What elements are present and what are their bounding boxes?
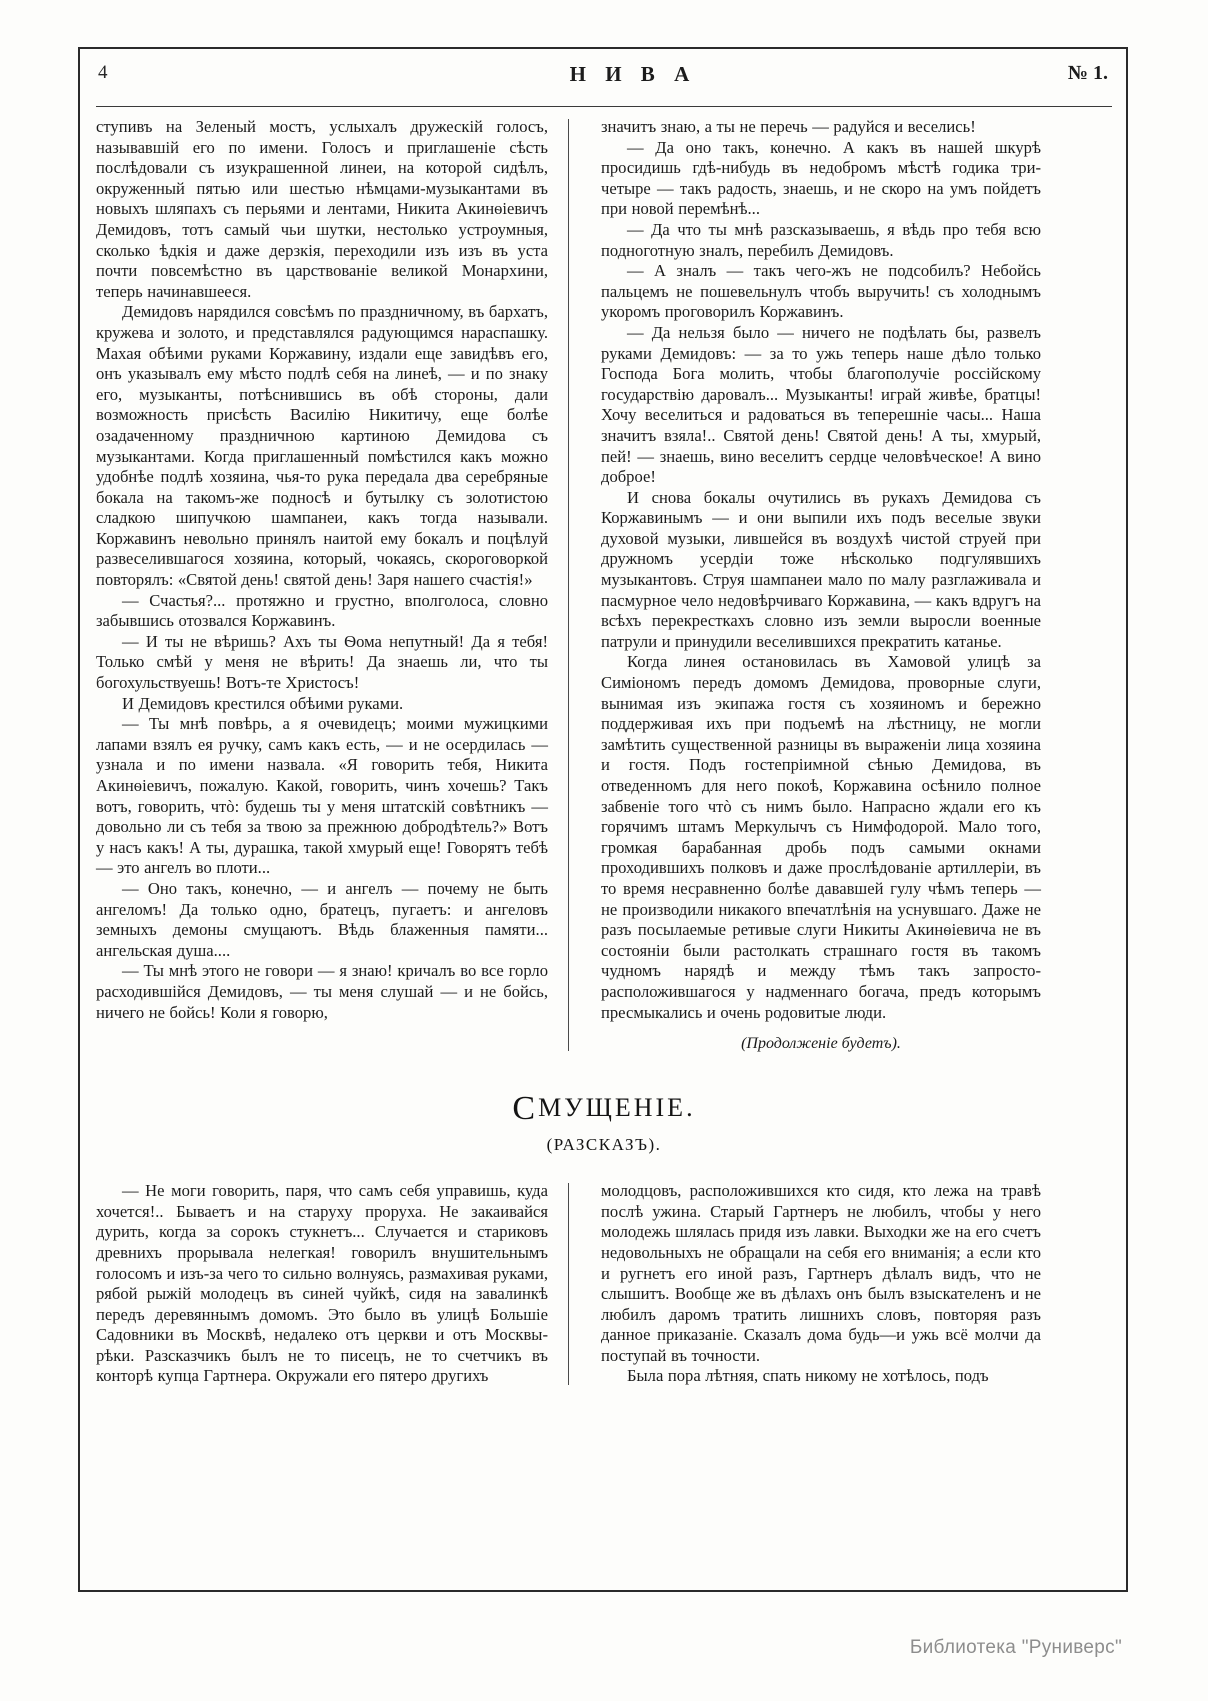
page-number: 4 <box>98 62 108 83</box>
issue-number: № 1. <box>1067 62 1108 84</box>
article-one-right-column <box>569 117 1041 1053</box>
running-head <box>96 62 1112 102</box>
paragraph: ступивъ на Зеленый мостъ, услыхалъ дружескій голосъ, называвшій его по имени. Голосъ и приглашеніе сѣсть послѣдовали съ изукрашенной линеи, на которой сидѣлъ, окруженный пятью или шестью нѣмцами-музыкантами въ новыхъ шляпахъ съ перьями и лентами, Никита Акинѳіевичъ Демидовъ, тотъ самый чьи шутки, нестолько устроумныя, сколько ѣдкія и даже дерзкія, переходили изъ изъ въ уста почти повсемѣстно въ царствованіе великой Монархини, теперь начинавшееся. <box>96 117 548 301</box>
page-content <box>96 62 1112 1578</box>
article-two-right-column <box>569 1181 1041 1387</box>
article-two-columns <box>96 1181 1112 1387</box>
header-rule <box>96 106 1112 107</box>
paragraph: — Оно такъ, конечно, — и ангелъ — почему не быть ангеломъ! Да только одно, братецъ, пугаетъ: и ангеловъ земныхъ демоны смущаютъ. Вѣдь блаженныя памяти... ангельская душа.... <box>96 878 548 960</box>
paragraph: И Демидовъ крестился обѣими руками. <box>122 693 404 713</box>
paragraph: — И ты не вѣришь? Ахъ ты Ѳома непутный! Да я тебя! Только смѣй у меня не вѣрить! Да знаешь ли, что ты богохульствуешь! Вотъ-те Христосъ! <box>96 631 548 693</box>
article-one-left-column <box>96 117 568 1053</box>
library-watermark: Библиотека "Руниверс" <box>909 1637 1122 1658</box>
article-two-title <box>96 1087 1112 1128</box>
paragraph: — Ты мнѣ этого не говори — я знаю! кричалъ во все горло расходившійся Демидовъ, — ты меня слушай — и не бойсь, ничего не бойсь! Коли я говорю, <box>96 961 548 1022</box>
continuation-note: (Продолженіе будетъ). <box>741 1035 901 1053</box>
paragraph: — Да нельзя было — ничего не подѣлать бы, развелъ руками Демидовъ: — за то ужь теперь наше дѣло только Господа Бога молить, чтобы благополучіе россійскому государствію даровалъ... Музыканты! играй живѣе, братцы! Хочу веселиться и радоваться въ теперешніе часы... Наша значитъ взяла!.. Святой день! Святой день! А ты, хмурый, пей! — знаешь, вино веселитъ сердце человѣческое! А вино доброе! <box>601 322 1041 487</box>
article-two-left-column <box>96 1181 568 1387</box>
paragraph: — Да что ты мнѣ разсказываешь, я вѣдь про тебя всю подноготную зналъ, перебилъ Демидовъ. <box>601 219 1041 260</box>
journal-title: Н И В А <box>569 62 697 86</box>
paragraph: — А зналъ — такъ чего-жъ не подсобилъ? Небойсь пальцемъ не пошевельнулъ чтобъ выручить! съ холоднымъ укоромъ проговорилъ Коржавинъ. <box>601 261 1041 322</box>
paragraph: — Да оно такъ, конечно. А какъ въ нашей шкурѣ просидишь гдѣ-нибудь въ недобромъ мѣстѣ годика три-четыре — такъ радость, знаешь, и не скоро на умъ пойдетъ при новой перемѣнѣ... <box>601 137 1041 219</box>
article-two-title-rest: МУЩЕНІЕ. <box>538 1093 696 1123</box>
article-two-heading <box>96 1087 1112 1155</box>
paragraph: — Счастья?... протяжно и грустно, вполголоса, словно забывшись отозвался Коржавинъ. <box>96 590 548 631</box>
article-one-columns <box>96 117 1112 1053</box>
paragraph: значитъ знаю, а ты не перечь — радуйся и веселись! <box>601 117 976 136</box>
paragraph: Была пора лѣтняя, спать никому не хотѣлось, подъ <box>627 1366 989 1386</box>
paragraph: молодцовъ, расположившихся кто сидя, кто лежа на травѣ послѣ ужина. Старый Гартнеръ не любилъ, чтобы у него молодежь шлялась придя изъ лавки. Выходки же на его счетъ недовольныхъ не обращали на себя его вниманія; а если кто и ругнетъ его иной разъ, Гартнеръ дѣлалъ видъ, что не слышитъ. Вообще же въ дѣлахъ онъ былъ взыскателенъ и не любилъ даромъ тратить лишнихъ словъ, повторяя разъ данное приказаніе. Сказалъ дома будь—и ужь всё молчи да поступай въ точности. <box>601 1181 1041 1365</box>
paragraph: — Не моги говорить, паря, что самъ себя управишь, куда хочется!.. Бываетъ и на старуху проруха. Не закаивайся дурить, когда за сорокъ стукнетъ... Случается и стариковъ древнихъ прорывала нелегкая! говорилъ внушительнымъ голосомъ и изъ-за чего то сильно волнуясь, размахивая руками, рябой рыжій молодецъ въ синей чуйкѣ, сидя на завалинкѣ передъ деревяннымъ домомъ. Это было въ улицѣ Большіе Садовники въ Москвѣ, недалеко отъ церкви и отъ Москвы-рѣки. Разсказчикъ былъ не то писецъ, не то счетчикъ въ конторѣ купца Гартнера. Окружали его пятеро другихъ <box>96 1181 548 1386</box>
paragraph: Демидовъ нарядился совсѣмъ по праздничному, въ бархатъ, кружева и золото, и представлялся радующимся нараспашку. Махая обѣими руками Коржавину, издали еще завидѣвъ его, онъ указывалъ ему мѣсто подлѣ себя на линеѣ, — и по знаку его, музыканты, потѣснившись въ обѣ стороны, дали возможность присѣсть Василію Никитичу, еще болѣе озадаченному праздничною картиною Демидова съ музыкантами. Когда приглашенный помѣстился какъ можно удобнѣе подлѣ хозяина, чья-то рука передала два серебряные бокала на такомъ-же подносѣ и бутылку съ золотистою сладкою шипучкою шампанеи, какъ тогда называли. Коржавинъ невольно принялъ наитой ему бокалъ и поцѣлуй развеселившагося хозяина, который, чокаясь, скороговоркой повторялъ: «Святой день! святой день! Заря нашего счастія!» <box>96 302 548 590</box>
paragraph: — Ты мнѣ повѣрь, а я очевидецъ; моими мужицкими лапами взялъ ея ручку, самъ какъ есть, — и не осердилась — узнала и по имени назвала. «Я говорить тебя, Никита Акинѳіевичъ, пожалую. Какой, говорить, чинъ хочешь? Такъ вотъ, говорить, чтò: будешь ты у меня штатскій совѣтникъ — довольно ли съ тебя за твою за прежнюю добродѣтель?» Вотъ у насъ какъ! А ты, дурашка, такой хмурый еще! Говорятъ тебѣ — это ангелъ во плоти... <box>96 714 548 878</box>
paragraph: Когда линея остановилась въ Хамовой улицѣ за Симіономъ передъ домомъ Демидова, проворные слуги, вынимая изъ экипажа гостя съ хозяиномъ и бережно поддерживая ихъ при подъемѣ на лѣстницу, не могли замѣтить существенной разницы въ выраженіи лица хозяина и гостя. Подъ гостепріимной сѣнью Демидова, въ отведенномъ для него покоѣ, Коржавина осѣнило полное забвеніе того чтò съ нимъ было. Напрасно ждали его къ горячимъ штамъ Меркулычъ съ Нимфодорой. Мало того, громкая барабанная дробь подъ самыми окнами проходившихъ полковъ и даже прослѣдованіе артиллеріи, въ то время несравненно болѣе дававшей гулу чѣмъ теперь — не производили никакого впечатлѣнія на уснувшаго. Даже не разъ посылаемые ретивые слуги Никиты Акинѳіевича не въ состояніи были растолкать страшнаго гостя въ такомъ чудномъ нарядѣ и между тѣмъ такъ запросто-расположившагося у надменнаго богача, предъ которымъ пресмыкались и очень родовитые люди. <box>601 652 1041 1022</box>
drop-cap: С <box>512 1090 539 1128</box>
paragraph: И снова бокалы очутились въ рукахъ Демидова съ Коржавинымъ — и они выпили ихъ подъ веселые звуки духовой музыки, лившейся въ воздухѣ чистой струей при дружномъ усердіи тоже нѣсколько подгулявшихъ музыкантовъ. Струя шампанеи мало по малу разглаживала и пасмурное чело недовѣрчиваго Коржавина, — какъ вдругъ на всѣхъ перекресткахъ словно изъ земли выросли военные патрули и принудили веселившихся прекратить катанье. <box>601 487 1041 651</box>
article-two-subtitle: (РАЗСКАЗЪ). <box>546 1135 662 1155</box>
